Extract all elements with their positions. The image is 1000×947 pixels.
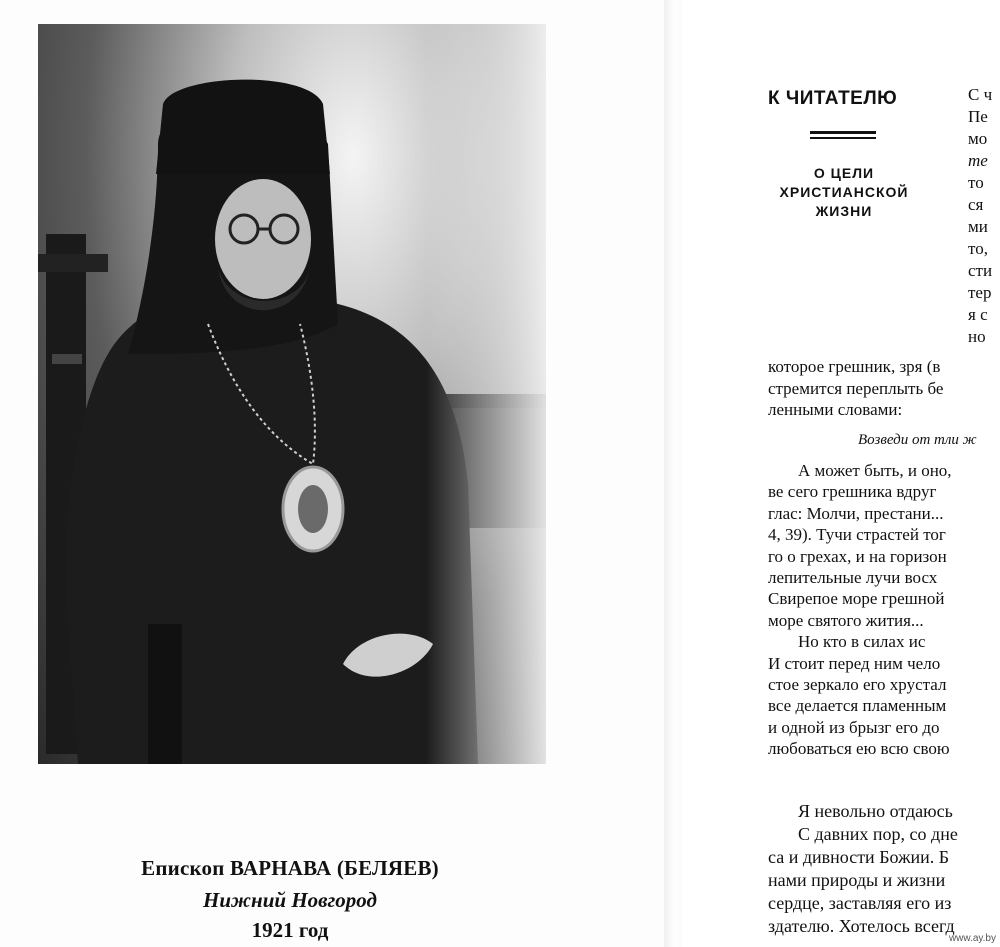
body-paragraph-1: которое грешник, зря (в стремится переплыть бе ленными словами: <box>768 357 944 419</box>
caption-year: 1921 год <box>251 918 329 942</box>
scripture-quote: Возведи от тли ж <box>858 432 977 448</box>
side-column-text: С ч Пе мо те то ся ми то, сти тер я с но <box>968 85 993 346</box>
heading-rule-thin <box>810 137 876 139</box>
right-page <box>682 0 1000 947</box>
chapter-subheading: О ЦЕЛИ ХРИСТИАНСКОЙ ЖИЗНИ <box>779 165 909 219</box>
caption-name: Епископ ВАРНАВА (БЕЛЯЕВ) <box>141 856 439 880</box>
portrait-photo <box>38 24 546 764</box>
watermark: www.ay.by <box>948 933 996 944</box>
body-paragraph-3: Я невольно отдаюсь С давних пор, со дне са и дивности Божии. Б нами природы и жизни сердце, заставляя его из здателю. Хотелось всегд <box>768 801 958 936</box>
caption-place: Нижний Новгород <box>203 888 377 912</box>
body-paragraph-2: А может быть, и оно, ве сего грешника вдруг глас: Молчи, престани... 4, 39). Тучи страстей тог го о грехах, и на горизон лепительные лучи восх Свирепое море грешной море святого жития... Но кто в силах ис И стоит перед ним чело стое зеркало его хрустал все делается пламенным и одной из брызг его до любоваться ею всю свою <box>768 461 952 759</box>
chapter-heading: К ЧИТАТЕЛЮ <box>768 88 898 109</box>
heading-rule <box>810 131 876 134</box>
book-gutter <box>664 0 682 947</box>
